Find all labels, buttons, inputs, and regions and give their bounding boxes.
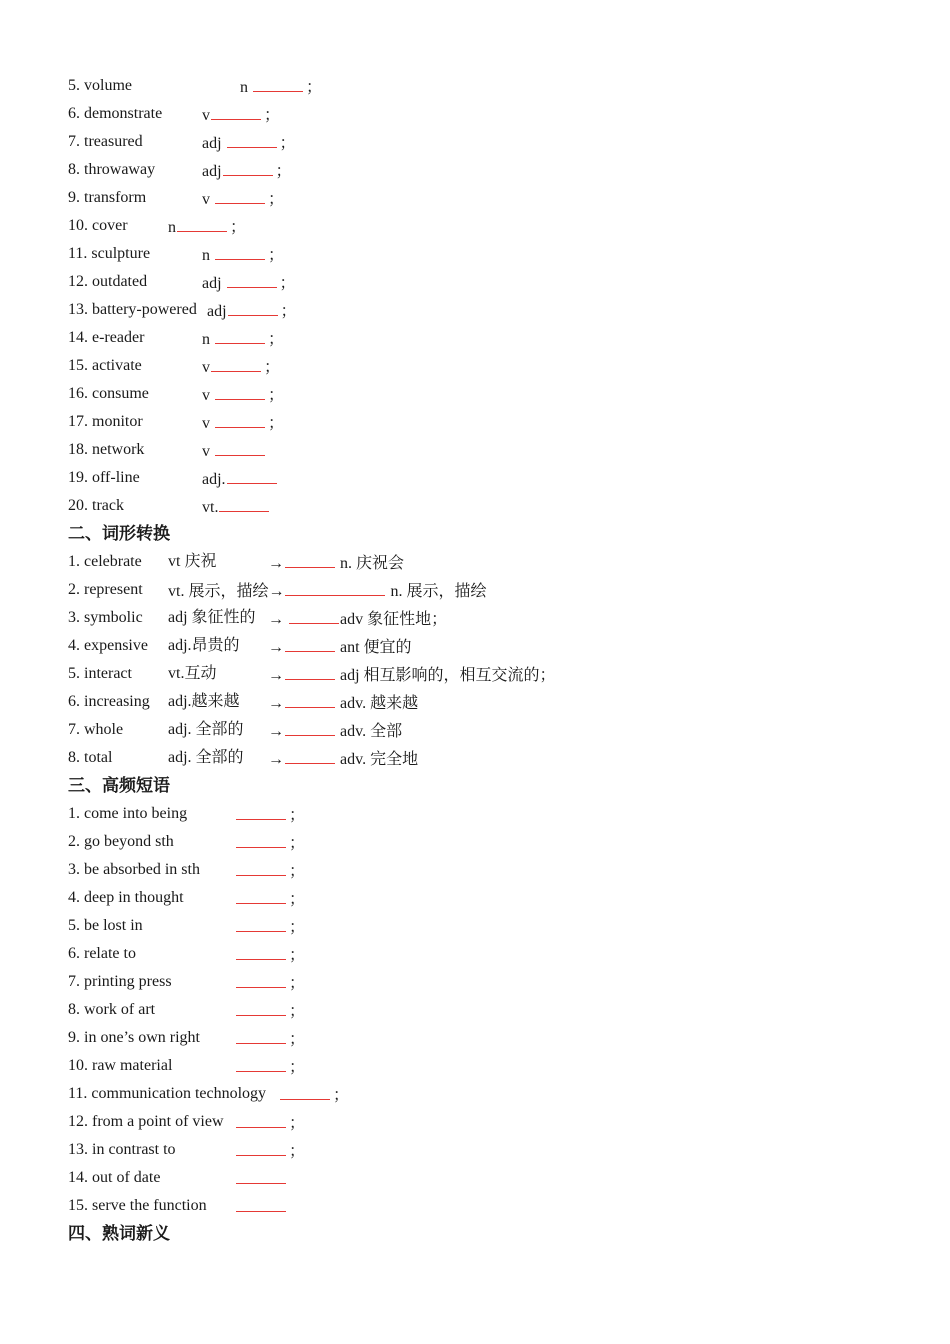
phrase-text: 13. in contrast to [68,1141,176,1158]
phrase-text: 3. be absorbed in sth [68,861,200,878]
word-form-source: 6. increasing [68,693,150,710]
punct: ； [280,303,297,320]
word-form-meaning: adj.越来越 [168,693,240,710]
arrow-icon: → [268,611,284,628]
answer-blank[interactable] [215,382,265,400]
phrase-item [68,970,928,998]
punct: ； [268,331,285,348]
vocab-item [68,494,928,522]
arrow-icon: → [268,555,284,572]
pos-label: v [202,107,210,124]
pos-label: adj [202,135,226,152]
punct: ； [289,807,306,824]
punct: ； [264,359,281,376]
word-form-meaning: vt 庆祝 [168,553,217,570]
vocab-pos-blank [202,158,292,184]
answer-blank[interactable] [236,802,286,820]
answer-blank[interactable] [236,998,286,1016]
pos-label: adj [207,303,227,320]
pos-label: adj [202,163,222,180]
punct: ； [289,891,306,908]
punct: ； [264,107,281,124]
vocab-pos-blank [240,74,322,100]
word-form-meaning [168,578,486,604]
word-form-target [268,606,447,632]
phrase-item [68,942,928,970]
phrase-answer [279,1082,349,1108]
word-form-source: 5. interact [68,665,132,682]
phrase-list [68,802,928,1222]
vocab-item [68,158,928,186]
phrase-answer [235,886,305,912]
vocab-item [68,354,928,382]
word-form-target [268,634,412,660]
punct: ； [289,1003,306,1020]
answer-blank[interactable] [227,270,277,288]
vocab-word: 11. sculpture [68,245,151,262]
vocab-item [68,410,928,438]
phrase-text: 12. from a point of view [68,1113,224,1130]
word-form-source: 7. whole [68,721,124,738]
vocab-list [68,74,928,522]
phrase-answer [235,1026,305,1052]
phrase-answer [235,1138,305,1164]
section-heading-phrases: 三、高频短语 [68,776,170,796]
target-meaning: adv. 全部 [336,723,403,740]
phrase-item [68,1054,928,1082]
vocab-item [68,438,928,466]
answer-blank[interactable] [227,130,277,148]
vocab-word: 16. consume [68,385,149,402]
section-heading-new-meanings: 四、熟词新义 [68,1224,170,1244]
vocab-item [68,326,928,354]
phrase-answer [235,830,305,856]
phrase-text: 8. work of art [68,1001,156,1018]
vocab-pos-blank [202,130,296,156]
pos-label: v [202,443,214,460]
arrow-icon: → [268,751,284,768]
answer-blank[interactable] [236,1166,286,1184]
pos-label: vt. [202,499,219,516]
vocab-word: 5. volume [68,77,132,94]
answer-blank[interactable] [215,186,265,204]
word-form-item [68,690,928,718]
pos-label: n [240,79,252,96]
answer-blank[interactable] [236,942,286,960]
phrase-item [68,1026,928,1054]
phrase-answer [235,942,305,968]
punct: ； [275,163,292,180]
arrow-icon: → [268,639,284,656]
word-form-source: 4. expensive [68,637,148,654]
answer-blank[interactable] [236,1110,286,1128]
phrase-answer [235,1054,305,1080]
phrase-text: 14. out of date [68,1169,161,1186]
answer-blank[interactable] [280,1082,330,1100]
phrase-answer [235,914,305,940]
answer-blank[interactable] [285,746,335,764]
phrase-text: 9. in one’s own right [68,1029,200,1046]
phrase-item [68,886,928,914]
punct: ； [268,387,285,404]
target-meaning: adv. 完全地 [336,751,419,768]
phrase-answer [235,998,305,1024]
answer-blank[interactable] [285,634,335,652]
answer-blank[interactable] [215,242,265,260]
phrase-text: 1. come into being [68,805,188,822]
answer-blank[interactable] [285,718,335,736]
answer-blank[interactable] [211,102,261,120]
pos-label: n [202,331,214,348]
word-form-source: 2. represent [68,581,143,598]
punct: ； [289,863,306,880]
vocab-word: 12. outdated [68,273,148,290]
word-form-meaning: adj.昂贵的 [168,637,240,654]
answer-blank[interactable] [177,214,227,232]
vocab-word: 18. network [68,441,145,458]
punct: ； [268,247,285,264]
answer-blank[interactable] [236,914,286,932]
word-form-source: 1. celebrate [68,553,142,570]
vocab-item [68,102,928,130]
arrow-icon: → [268,667,284,684]
phrase-answer [235,802,305,828]
punct: ； [289,1059,306,1076]
pos-label: n [168,219,176,236]
vocab-pos-blank [202,326,284,352]
target-meaning: adv 象征性地； [340,611,448,628]
phrase-item [68,998,928,1026]
vocab-item [68,382,928,410]
phrase-text: 4. deep in thought [68,889,184,906]
word-form-source: 8. total [68,749,113,766]
vocab-pos-blank [202,242,284,268]
answer-blank[interactable] [236,1194,286,1212]
arrow-icon: → [268,723,284,740]
punct: ； [306,79,323,96]
phrase-item [68,830,928,858]
word-form-meaning: adj. 全部的 [168,721,244,738]
punct: ； [289,1031,306,1048]
answer-blank[interactable] [285,550,335,568]
answer-blank[interactable] [289,606,339,624]
phrase-answer [235,1110,305,1136]
word-form-list [68,550,928,774]
vocab-pos-blank [168,214,246,240]
phrase-answer [235,1166,289,1192]
punct: ； [289,975,306,992]
vocab-pos-blank [202,102,280,128]
phrase-answer [235,1194,289,1220]
pos-label: v [202,191,214,208]
punct: ； [230,219,247,236]
vocab-item [68,466,928,494]
vocab-item [68,186,928,214]
word-form-target [268,746,418,772]
vocab-word: 20. track [68,497,124,514]
pos-label: adj. [202,471,226,488]
phrase-text: 10. raw material [68,1057,173,1074]
punct: ； [289,835,306,852]
word-form-item [68,634,928,662]
punct: ； [289,1115,306,1132]
answer-blank[interactable] [223,158,273,176]
vocab-word: 7. treasured [68,133,143,150]
answer-blank[interactable] [236,970,286,988]
vocab-item [68,242,928,270]
pos-label: n [202,247,214,264]
vocab-item [68,214,928,242]
word-form-item [68,662,928,690]
phrase-item [68,858,928,886]
answer-blank[interactable] [236,1138,286,1156]
meaning-text: vt. 展示，描绘 [168,583,269,600]
vocab-pos-blank [202,270,296,296]
phrase-item [68,914,928,942]
word-form-meaning: adj. 全部的 [168,749,244,766]
vocab-item [68,74,928,102]
arrow-icon: → [268,583,285,600]
phrase-text: 11. communication technology [68,1085,267,1102]
punct: ； [279,135,296,152]
answer-blank[interactable] [215,326,265,344]
punct: ； [289,947,306,964]
vocab-pos-blank [202,186,284,212]
punct: ； [279,275,296,292]
answer-blank[interactable] [285,578,385,596]
vocab-pos-blank [202,466,280,492]
punct: ； [268,191,285,208]
answer-blank[interactable] [236,1054,286,1072]
pos-label: v [202,415,214,432]
phrase-item [68,802,928,830]
pos-label: v [202,387,214,404]
word-form-meaning: adj 象征性的 [168,609,256,626]
phrase-answer [235,858,305,884]
phrase-item [68,1138,928,1166]
word-form-item [68,718,928,746]
target-meaning: adv. 越来越 [336,695,419,712]
word-form-item [68,606,928,634]
vocab-word: 6. demonstrate [68,105,163,122]
pos-label: v [202,359,210,376]
target-meaning: n. 展示，描绘 [386,583,487,600]
punct: ； [333,1087,350,1104]
punct: ； [289,1143,306,1160]
target-meaning: adj 相互影响的，相互交流的； [336,667,556,684]
answer-blank[interactable] [236,858,286,876]
answer-blank[interactable] [228,298,278,316]
phrase-item [68,1194,928,1222]
phrase-text: 5. be lost in [68,917,143,934]
phrase-text: 6. relate to [68,945,136,962]
word-form-target [268,718,402,744]
section-heading-word-forms: 二、词形转换 [68,524,170,544]
vocab-word: 8. throwaway [68,161,156,178]
vocab-pos-blank [202,494,272,520]
worksheet-page [68,74,928,1250]
answer-blank[interactable] [215,438,265,456]
vocab-word: 15. activate [68,357,142,374]
vocab-pos-blank [202,382,284,408]
vocab-word: 10. cover [68,217,128,234]
vocab-word: 17. monitor [68,413,143,430]
phrase-text: 7. printing press [68,973,172,990]
vocab-pos-blank [202,410,284,436]
vocab-item [68,270,928,298]
target-meaning: ant 便宜的 [336,639,412,656]
punct: ； [268,415,285,432]
vocab-word: 19. off-line [68,469,140,486]
word-form-meaning: vt.互动 [168,665,217,682]
answer-blank[interactable] [211,354,261,372]
vocab-word: 14. e-reader [68,329,145,346]
word-form-target [268,690,418,716]
word-form-source: 3. symbolic [68,609,143,626]
word-form-item [68,550,928,578]
phrase-answer [235,970,305,996]
answer-blank[interactable] [253,74,303,92]
vocab-pos-blank [207,298,297,324]
phrase-item [68,1110,928,1138]
vocab-pos-blank [202,354,280,380]
answer-blank[interactable] [285,662,335,680]
word-form-target [268,550,404,576]
answer-blank[interactable] [285,690,335,708]
arrow-icon: → [268,695,284,712]
answer-blank[interactable] [236,1026,286,1044]
answer-blank[interactable] [236,886,286,904]
vocab-word: 13. battery-powered [68,301,197,318]
vocab-word: 9. transform [68,189,147,206]
phrase-text: 15. serve the function [68,1197,207,1214]
answer-blank[interactable] [215,410,265,428]
word-form-item [68,746,928,774]
phrase-text: 2. go beyond sth [68,833,174,850]
phrase-item [68,1082,928,1110]
punct: ； [289,919,306,936]
pos-label: adj [202,275,226,292]
word-form-target [268,662,556,688]
vocab-item [68,130,928,158]
phrase-item [68,1166,928,1194]
word-form-item [68,578,928,606]
vocab-pos-blank [202,438,268,464]
answer-blank[interactable] [227,466,277,484]
answer-blank[interactable] [219,494,269,512]
answer-blank[interactable] [236,830,286,848]
vocab-item [68,298,928,326]
target-meaning: n. 庆祝会 [336,555,405,572]
